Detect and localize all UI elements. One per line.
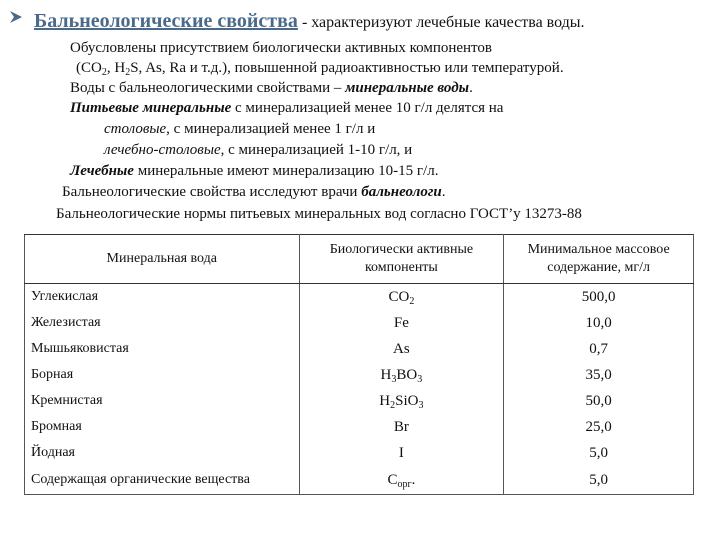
table-row xyxy=(25,414,694,440)
cell-value: 0,7 xyxy=(504,336,694,362)
formula-part: H xyxy=(379,392,391,409)
text-fragment: , с минерализацией менее 1 г/л и xyxy=(166,121,376,137)
formula-part: CO xyxy=(388,288,410,305)
subscript: 3 xyxy=(417,373,423,385)
text-line-5 xyxy=(104,119,375,139)
header-water: Минеральная вода xyxy=(25,235,300,284)
cell-component xyxy=(299,466,504,495)
header-components: Биологически активные компоненты xyxy=(299,235,504,284)
emphasis-mineral-waters: минеральные воды xyxy=(345,80,470,96)
subscript: орг xyxy=(397,478,412,490)
cell-water-name: Железистая xyxy=(25,310,300,336)
text-line-7 xyxy=(70,161,438,181)
cell-component xyxy=(299,310,504,336)
table-row xyxy=(25,466,694,495)
cell-component xyxy=(299,414,504,440)
text-fragment: минеральные имеют минерализацию 10-15 г/л. xyxy=(133,163,439,179)
subscript: 2 xyxy=(390,399,396,411)
cell-value: 35,0 xyxy=(504,362,694,388)
subscript: 2 xyxy=(125,67,131,78)
cell-value: 50,0 xyxy=(504,388,694,414)
cell-water-name: Мышьяковистая xyxy=(25,336,300,362)
text-fragment: , H xyxy=(106,60,126,76)
text-fragment: , с минерализацией 1-10 г/л, и xyxy=(220,142,413,158)
emphasis-drinking-mineral: Питьевые минеральные xyxy=(70,100,232,116)
gost-norms-table xyxy=(24,234,694,495)
formula-part: BO xyxy=(396,366,418,383)
cell-water-name: Йодная xyxy=(25,440,300,466)
text-fragment: . xyxy=(441,184,446,200)
subscript: 3 xyxy=(391,373,397,385)
cell-water-name: Кремнистая xyxy=(25,388,300,414)
text-line-4 xyxy=(70,98,503,118)
cell-component xyxy=(299,440,504,466)
heading-rest: - характеризуют лечебные качества воды. xyxy=(297,14,585,31)
text-line-9: Бальнеологические нормы питьевых минеральных вод согласно ГОСТ’у 13273-88 xyxy=(56,206,582,222)
cell-value: 10,0 xyxy=(504,310,694,336)
text-fragment: S, As, Ra и т.д.), повышенной радиоактивностью или температурой. xyxy=(130,60,564,76)
heading-term: Бальнеологические свойства xyxy=(34,10,298,32)
text-line-1: Обусловлены присутствием биологически активных компонентов xyxy=(70,40,492,56)
heading xyxy=(34,8,585,36)
cell-value: 5,0 xyxy=(504,466,694,495)
cell-component xyxy=(299,284,504,311)
emphasis-balneologists: бальнеологи xyxy=(361,184,442,200)
subscript: 2 xyxy=(101,67,107,78)
formula-part: SiO xyxy=(395,392,419,409)
cell-water-name: Содержащая органические вещества xyxy=(25,466,300,495)
subscript: 3 xyxy=(418,399,424,411)
cell-value: 500,0 xyxy=(504,284,694,311)
table-row xyxy=(25,284,694,311)
text-fragment: Воды с бальнеологическими свойствами – xyxy=(70,80,346,96)
table-row xyxy=(25,388,694,414)
text-fragment: Бальнеологические свойства исследуют врачи xyxy=(62,184,362,200)
table-row xyxy=(25,310,694,336)
cell-value: 25,0 xyxy=(504,414,694,440)
cell-water-name: Углекислая xyxy=(25,284,300,311)
text-line-6 xyxy=(104,140,412,160)
cell-value: 5,0 xyxy=(504,440,694,466)
table-row xyxy=(25,440,694,466)
table-row xyxy=(25,362,694,388)
cell-component xyxy=(299,362,504,388)
text-line-2 xyxy=(76,58,564,78)
arrow-bullet-icon xyxy=(8,10,24,24)
emphasis-table-waters: столовые xyxy=(104,121,167,137)
text-fragment: (CO xyxy=(76,60,102,76)
emphasis-medical: Лечебные xyxy=(70,163,134,179)
formula-part: I xyxy=(398,444,404,461)
cell-water-name: Борная xyxy=(25,362,300,388)
header-min-content: Минимальное массовое содержание, мг/л xyxy=(504,235,694,284)
text-line-3 xyxy=(70,78,473,98)
formula-part: Fe xyxy=(393,314,409,331)
formula-part: . xyxy=(411,471,416,488)
formula-part: Br xyxy=(393,418,409,435)
cell-component xyxy=(299,336,504,362)
cell-component xyxy=(299,388,504,414)
table-row xyxy=(25,336,694,362)
subscript: 2 xyxy=(409,295,415,307)
table-header-row xyxy=(25,235,694,284)
formula-part: As xyxy=(393,340,410,357)
emphasis-medical-table-waters: лечебно-столовые xyxy=(104,142,221,158)
formula-part: C xyxy=(387,471,398,488)
text-fragment: с минерализацией менее 10 г/л делятся на xyxy=(231,100,504,116)
cell-water-name: Бромная xyxy=(25,414,300,440)
text-fragment: . xyxy=(469,80,473,96)
formula-part: H xyxy=(380,366,392,383)
text-line-8 xyxy=(62,182,445,202)
